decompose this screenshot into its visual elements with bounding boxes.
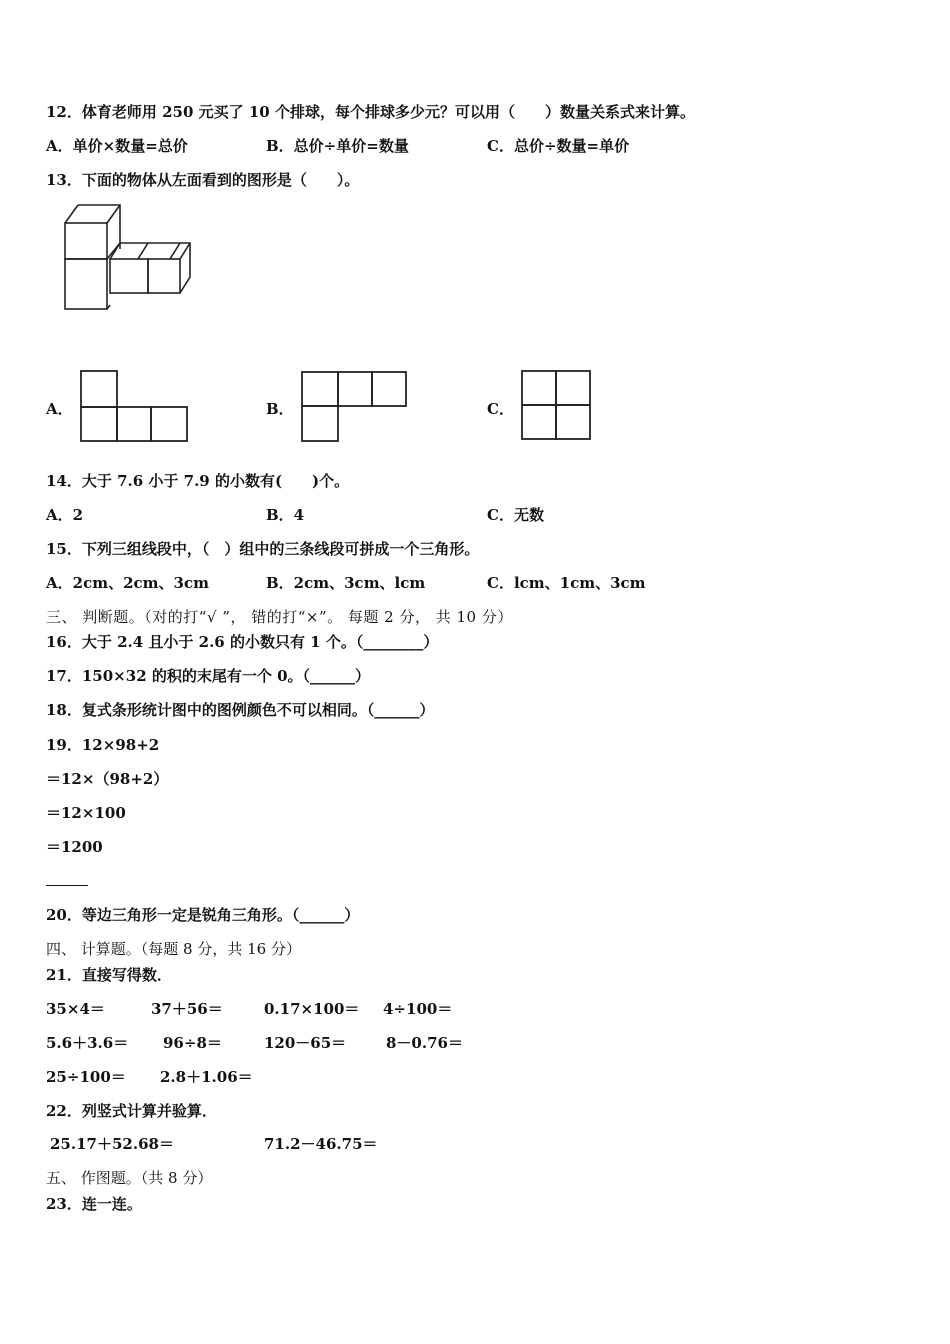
q13-option-b: B． xyxy=(266,400,294,418)
q22-stem: 22．列竖式计算并验算． xyxy=(46,1102,217,1120)
q14-option-c: C．无数 xyxy=(487,506,544,524)
q13-option-a: A． xyxy=(46,400,73,418)
q19-line-2: ＝12×（98+2） xyxy=(46,770,169,788)
q21-item: 4÷100＝ xyxy=(383,1000,453,1018)
q12-option-b: B．总价÷单价=数量 xyxy=(266,137,409,155)
q21-item: 0.17×100＝ xyxy=(264,1000,360,1018)
q18-text: 18．复式条形统计图中的图例颜色不可以相同。（______） xyxy=(46,701,435,719)
q21-item: 120－65＝ xyxy=(264,1034,347,1052)
q14-option-a: A．2 xyxy=(46,506,84,524)
q15-stem: 15．下列三组线段中，（ ）组中的三条线段可拼成一个三角形。 xyxy=(46,540,480,558)
q21-item: 8－0.76＝ xyxy=(386,1034,463,1052)
q19-answer-blank[interactable] xyxy=(46,885,88,886)
q12-option-c: C．总价÷数量=单价 xyxy=(487,137,630,155)
q21-item: 5.6＋3.6＝ xyxy=(46,1034,129,1052)
q21-item: 37＋56＝ xyxy=(151,1000,223,1018)
q14-stem: 14．大于 7.6 小于 7.9 的小数有( )个。 xyxy=(46,472,350,490)
q22-item: 71.2－46.75＝ xyxy=(264,1135,378,1153)
q12-option-a: A．单价×数量=总价 xyxy=(46,137,188,155)
q19-line-4: ＝1200 xyxy=(46,838,103,856)
cube-stack-figure xyxy=(60,203,200,313)
q19-line-1: 19．12×98+2 xyxy=(46,736,160,754)
option-b-shape xyxy=(300,370,410,445)
q21-stem: 21．直接写得数． xyxy=(46,966,172,984)
q12-stem: 12．体育老师用 250 元买了 10 个排球，每个排球多少元？可以用（ ）数量关系式来计算。 xyxy=(46,103,695,121)
section-5-heading: 五、 作图题。（共 8 分） xyxy=(46,1169,213,1187)
q20-text: 20．等边三角形一定是锐角三角形。（______） xyxy=(46,906,360,924)
section-3-heading: 三、 判断题。（对的打“√ ”， 错的打“×”。 每题 2 分， 共 10 分） xyxy=(46,608,513,626)
option-c-shape xyxy=(520,369,594,443)
q13-option-c: C． xyxy=(487,400,514,418)
q22-item: 25.17＋52.68＝ xyxy=(50,1135,174,1153)
q15-option-a: A．2cm、2cm、3cm xyxy=(46,574,209,592)
section-4-heading: 四、 计算题。（每题 8 分，共 16 分） xyxy=(46,940,301,958)
q16-text: 16．大于 2.4 且小于 2.6 的小数只有 1 个。（________） xyxy=(46,633,439,651)
q19-line-3: ＝12×100 xyxy=(46,804,126,822)
q15-option-b: B．2cm、3cm、lcm xyxy=(266,574,426,592)
q21-item: 96÷8＝ xyxy=(163,1034,222,1052)
q21-item: 25÷100＝ xyxy=(46,1068,126,1086)
q21-item: 2.8＋1.06＝ xyxy=(160,1068,253,1086)
q15-option-c: C．lcm、1cm、3cm xyxy=(487,574,646,592)
option-a-shape xyxy=(79,369,191,445)
q17-text: 17．150×32 的积的末尾有一个 0。（______） xyxy=(46,667,371,685)
q23-text: 23．连一连。 xyxy=(46,1195,142,1213)
q14-option-b: B．4 xyxy=(266,506,305,524)
q13-stem: 13．下面的物体从左面看到的图形是（ ）。 xyxy=(46,171,360,189)
q21-item: 35×4＝ xyxy=(46,1000,105,1018)
